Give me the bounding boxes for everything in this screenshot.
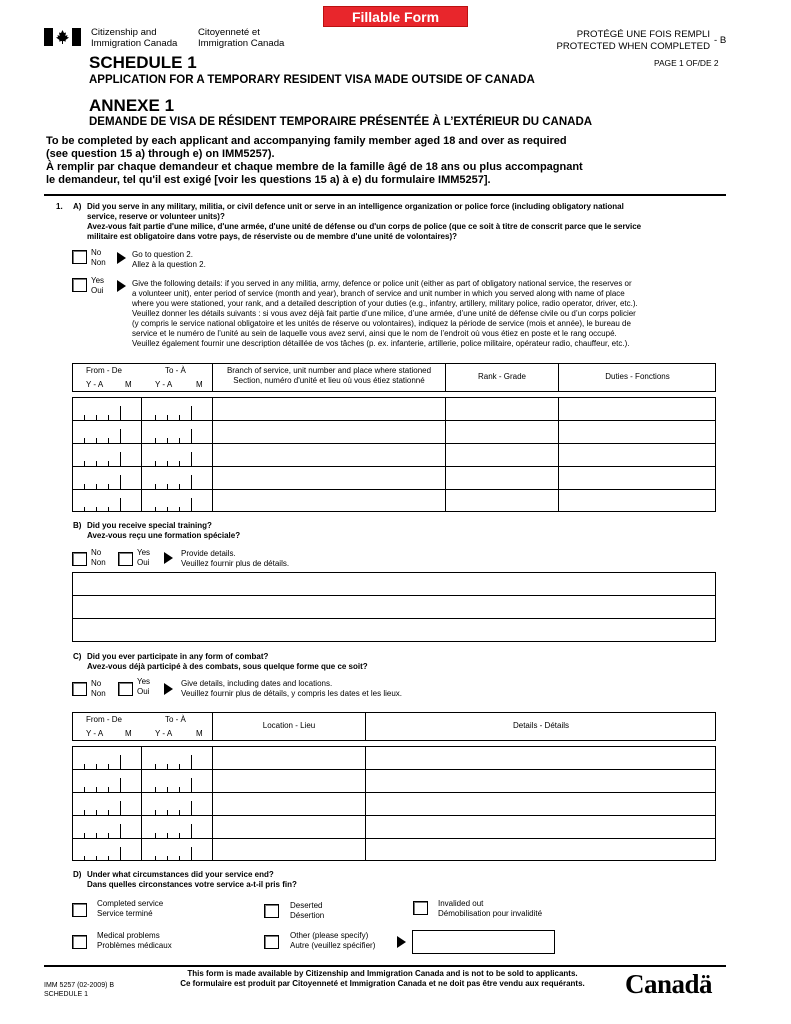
date-tick	[120, 847, 121, 861]
date-tick	[108, 507, 109, 512]
schedule-subtitle: APPLICATION FOR A TEMPORARY RESIDENT VISA MADE OUTSIDE OF CANADA	[89, 74, 535, 86]
date-tick	[120, 452, 121, 466]
form-number: IMM 5257 (02-2009) B SCHEDULE 1	[44, 982, 115, 998]
date-tick	[191, 778, 192, 792]
date-tick	[108, 764, 109, 769]
date-tick	[108, 415, 109, 420]
arrow-icon	[164, 683, 173, 695]
date-tick	[167, 484, 168, 489]
q1c-no-checkbox[interactable]	[72, 682, 87, 696]
date-tick	[191, 475, 192, 489]
q1c-yes-label: Yes Oui	[137, 677, 151, 696]
q1b-yes-label: Yes Oui	[137, 548, 151, 567]
month-label: M	[125, 729, 132, 738]
date-tick	[155, 438, 156, 443]
arrow-icon	[164, 552, 173, 564]
details-col-header: Details - Détails	[512, 721, 569, 730]
department-en: Citizenship and Immigration Canada	[91, 27, 178, 49]
date-tick	[191, 452, 192, 466]
date-tick	[84, 833, 85, 838]
date-tick	[96, 764, 97, 769]
date-tick	[167, 764, 168, 769]
question-c-label: C)	[73, 652, 82, 661]
question-d-text: Under what circumstances did your service end? Dans quelles circonstances votre service a-t-il pris fin?	[87, 870, 297, 889]
date-tick	[120, 801, 121, 815]
date-tick	[179, 507, 180, 512]
date-tick	[179, 764, 180, 769]
date-tick	[108, 461, 109, 466]
date-tick	[191, 755, 192, 769]
q1a-yes-label: Yes Oui	[91, 276, 105, 295]
date-tick	[179, 810, 180, 815]
arrow-icon	[117, 252, 126, 264]
date-tick	[84, 507, 85, 512]
date-tick	[84, 810, 85, 815]
date-tick	[96, 438, 97, 443]
date-tick	[108, 833, 109, 838]
date-tick	[120, 824, 121, 838]
q1a-goto: Go to question 2. Allez à la question 2.	[132, 250, 206, 269]
date-tick	[179, 415, 180, 420]
date-tick	[155, 833, 156, 838]
arrow-icon	[397, 936, 406, 948]
from-label: From - De	[86, 366, 122, 375]
date-tick	[155, 787, 156, 792]
annexe-subtitle: DEMANDE DE VISA DE RÉSIDENT TEMPORAIRE PRÉSENTÉE À L’EXTÉRIEUR DU CANADA	[89, 116, 593, 128]
date-tick	[155, 507, 156, 512]
date-tick	[167, 507, 168, 512]
q1a-table-body[interactable]	[72, 397, 716, 512]
date-tick	[96, 787, 97, 792]
question-c-text: Did you ever participate in any form of combat? Avez-vous déjà participé à des combats, sous quelque forme que ce soit?	[87, 652, 368, 671]
q1b-no-label: No Non	[91, 548, 106, 567]
q1c-table-body[interactable]	[72, 746, 716, 861]
date-tick	[155, 764, 156, 769]
year-label: Y - A	[86, 729, 104, 738]
date-tick	[84, 415, 85, 420]
year-label: Y - A	[155, 380, 173, 389]
q1a-no-checkbox[interactable]	[72, 250, 87, 264]
date-tick	[84, 438, 85, 443]
month-label: M	[196, 729, 203, 738]
q1b-details-field[interactable]	[72, 572, 716, 642]
date-tick	[120, 778, 121, 792]
invalided-out-checkbox[interactable]	[413, 901, 428, 915]
date-tick	[120, 406, 121, 420]
footer-note: This form is made available by Citizenship and Immigration Canada and is not to be sold to applicants. Ce formulaire est produit par Citoyenneté et Immigration Canada et ne doit pas être vendu aux requérants.	[180, 969, 585, 988]
date-tick	[120, 498, 121, 512]
protected-label: PROTÉGÉ UNE FOIS REMPLI PROTECTED WHEN COMPLETED	[556, 29, 710, 52]
date-tick	[120, 429, 121, 443]
q1c-no-label: No Non	[91, 679, 106, 698]
protected-level: - B	[714, 35, 727, 46]
date-tick	[155, 810, 156, 815]
question-b-label: B)	[73, 521, 82, 530]
q1b-yes-checkbox[interactable]	[118, 552, 133, 566]
from-label: From - De	[86, 715, 122, 724]
date-tick	[155, 484, 156, 489]
q1a-yes-checkbox[interactable]	[72, 278, 87, 292]
medical-problems-label: Medical problems Problèmes médicaux	[97, 931, 172, 950]
deserted-label: Deserted Désertion	[290, 901, 325, 920]
date-tick	[179, 484, 180, 489]
medical-problems-checkbox[interactable]	[72, 935, 87, 949]
date-tick	[191, 406, 192, 420]
invalided-out-label: Invalided out Démobilisation pour invalidité	[438, 899, 543, 918]
date-tick	[120, 755, 121, 769]
completed-service-label: Completed service Service terminé	[97, 899, 164, 918]
question-d-label: D)	[73, 870, 82, 879]
date-tick	[155, 461, 156, 466]
date-tick	[191, 801, 192, 815]
date-tick	[179, 787, 180, 792]
annexe-title: ANNEXE 1	[89, 96, 175, 115]
other-label: Other (please specify) Autre (veuillez spécifier)	[290, 931, 376, 950]
date-tick	[179, 438, 180, 443]
date-tick	[179, 856, 180, 861]
year-label: Y - A	[155, 729, 173, 738]
date-tick	[96, 833, 97, 838]
q1b-no-checkbox[interactable]	[72, 552, 87, 566]
date-tick	[191, 498, 192, 512]
location-col-header: Location - Lieu	[262, 721, 316, 730]
arrow-icon	[117, 280, 126, 292]
question-number: 1.	[56, 202, 63, 211]
date-tick	[179, 833, 180, 838]
q1a-no-label: No Non	[91, 248, 106, 267]
date-tick	[96, 507, 97, 512]
date-tick	[191, 824, 192, 838]
date-tick	[167, 438, 168, 443]
canada-flag-icon	[44, 28, 81, 46]
date-tick	[96, 484, 97, 489]
q1b-provide-details: Provide details. Veuillez fournir plus de détails.	[181, 549, 290, 568]
year-label: Y - A	[86, 380, 104, 389]
to-label: To - À	[165, 366, 186, 375]
page-number: PAGE 1 OF/DE 2	[654, 58, 719, 68]
date-tick	[84, 787, 85, 792]
date-tick	[96, 810, 97, 815]
date-tick	[191, 429, 192, 443]
date-tick	[84, 764, 85, 769]
date-tick	[191, 847, 192, 861]
bottom-rule	[44, 965, 726, 967]
date-tick	[84, 856, 85, 861]
date-tick	[96, 856, 97, 861]
date-tick	[167, 415, 168, 420]
q1a-details-instructions: Give the following details: if you served in any militia, army, defence or police unit (either as part of obligatory national service, the reserves or a volunteer unit), enter period of service (month and year), branch of service and unit number in which you served along with name of place where you were stationed, your rank, and a detailed description of your duties (e.g., infantry, artillery, military police, radio operator, driver, etc.). Veuillez donner les détails suivants : si vous avez déjà fait partie d’une milice, d’une armée, d’une unité de défense civile ou d’un corps policier (y compris le service national obligatoire et les unités de réserve ou volontaires), indiquez la période de service (mois et année), le bureau de service et le numéro de l’unité au sein de laquelle vous avez servi, ainsi que le nom de l’endroit où vous étiez en poste et le rang occupé. Veuillez également fournir une description détaillée de vos tâches (p. ex. infanterie, artillerie, police militaire, opérateur radio, chauffeur, etc.).	[132, 279, 638, 348]
question-b-text: Did you receive special training? Avez-vous reçu une formation spéciale?	[87, 521, 241, 540]
date-tick	[167, 810, 168, 815]
intro-instructions: To be completed by each applicant and accompanying family member aged 18 and over as required (see question 15 a) through e) on IMM5257). À remplir par chaque demandeur et chaque membre de la famille âgé de 18 ans ou plus accompagnant le demandeur, tel qu'il est exigé [voir les questions 15 a) à e) du formulaire IMM5257].	[46, 135, 583, 186]
branch-col-header: Branch of service, unit number and place where stationed Section, numéro d'unité et lieu où vous étiez stationné	[226, 366, 432, 385]
fillable-form-banner: Fillable Form	[323, 6, 468, 27]
date-tick	[167, 787, 168, 792]
other-specify-input[interactable]	[412, 930, 555, 954]
date-tick	[167, 461, 168, 466]
date-tick	[155, 415, 156, 420]
deserted-checkbox[interactable]	[264, 904, 279, 918]
department-fr: Citoyenneté et Immigration Canada	[198, 27, 285, 49]
date-tick	[84, 484, 85, 489]
q1c-yes-checkbox[interactable]	[118, 682, 133, 696]
date-tick	[96, 461, 97, 466]
date-tick	[108, 484, 109, 489]
schedule-title: SCHEDULE 1	[89, 53, 197, 72]
date-tick	[108, 787, 109, 792]
question-a-label: A)	[73, 202, 82, 211]
date-tick	[108, 438, 109, 443]
month-label: M	[196, 380, 203, 389]
date-tick	[167, 856, 168, 861]
top-rule	[44, 194, 726, 196]
date-tick	[84, 461, 85, 466]
date-tick	[167, 833, 168, 838]
canada-wordmark: Canadä	[625, 969, 713, 999]
rank-col-header: Rank - Grade	[477, 372, 527, 381]
question-a-text: Did you serve in any military, militia, or civil defence unit or serve in an intelligence organization or police force (including obligatory national service, reserve or volunteer units)? Avez-vous fait partie d'une milice, d'une armée, d'une unité de défense ou d'un corps de police (que ce soit à titre de conscrit parce que le service militaire est obligatoire dans votre pays, de réserviste ou de membre d'une unité de volontaires)?	[87, 202, 642, 241]
month-label: M	[125, 380, 132, 389]
date-tick	[108, 810, 109, 815]
q1c-give-details: Give details, including dates and locations. Veuillez fournir plus de détails, y compris les dates et les lieux.	[181, 679, 402, 698]
completed-service-checkbox[interactable]	[72, 903, 87, 917]
date-tick	[108, 856, 109, 861]
date-tick	[96, 415, 97, 420]
to-label: To - À	[165, 715, 186, 724]
date-tick	[120, 475, 121, 489]
duties-col-header: Duties - Fonctions	[605, 372, 670, 381]
date-tick	[179, 461, 180, 466]
other-checkbox[interactable]	[264, 935, 279, 949]
date-tick	[155, 856, 156, 861]
